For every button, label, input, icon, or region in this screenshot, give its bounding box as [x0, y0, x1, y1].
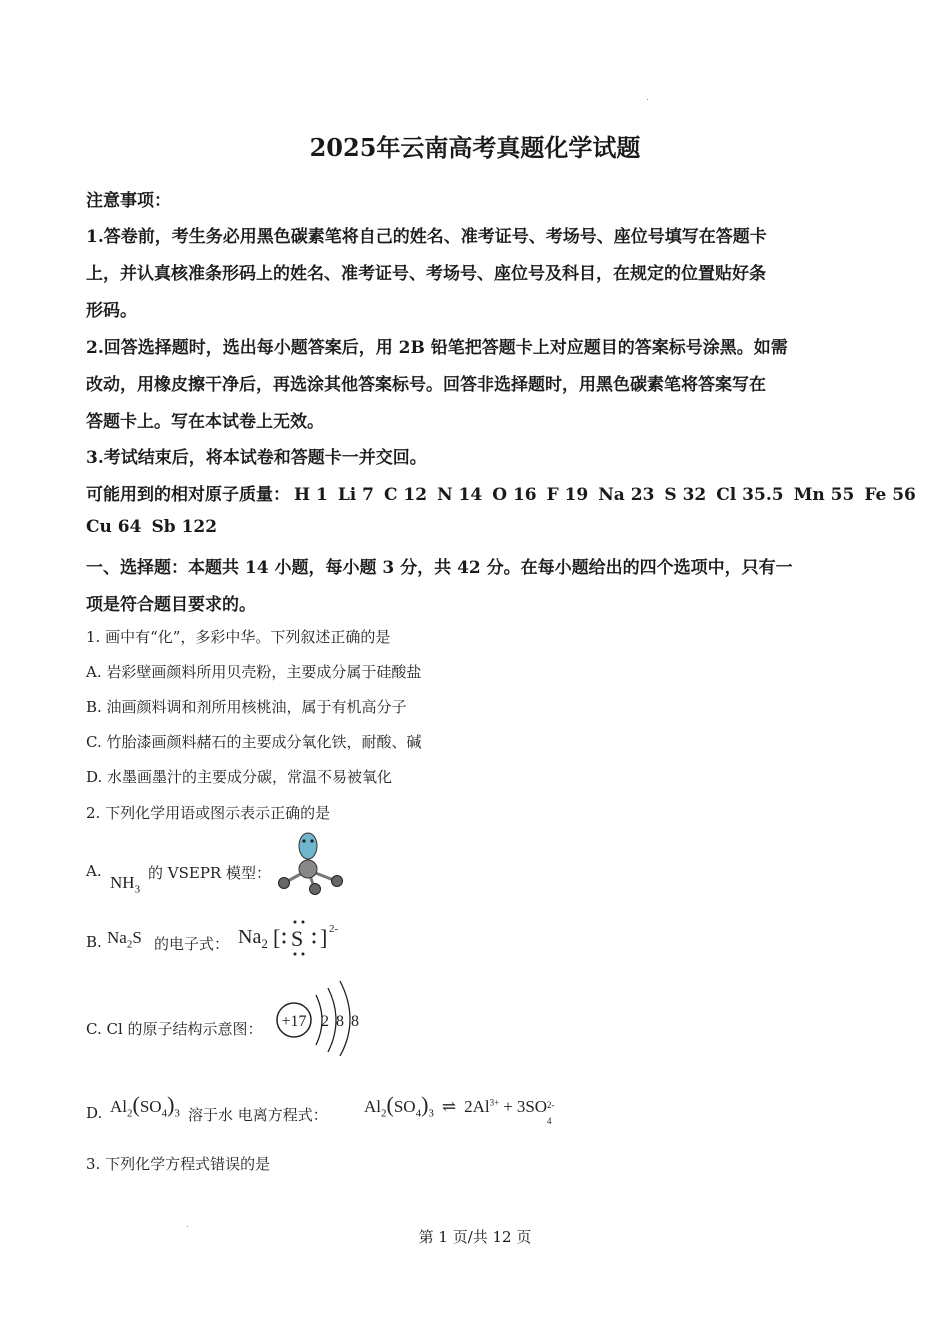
shell-electrons: 8	[336, 1013, 344, 1030]
question-2-option-c-text: C. Cl 的原子结构示意图：	[86, 1020, 263, 1038]
mass-item: Mn 55	[793, 485, 855, 505]
notice-item-2: 2.回答选择题时，选出每小题答案后，用 2B 铅笔把答题卡上对应题目的答案标号涂黑。如需	[86, 338, 788, 358]
mass-item: N 14	[437, 485, 483, 505]
question-2-option-a-text: 的 VSEPR 模型：	[148, 864, 271, 882]
atomic-masses-label: 可能用到的相对原子质量：	[86, 485, 290, 505]
page-number: 第 1 页/共 12 页	[418, 1228, 532, 1246]
page-title: 2025年云南高考真题化学试题	[309, 133, 641, 162]
mass-item: H 1	[294, 485, 328, 505]
question-1-option-a: A. 岩彩壁画颜料所用贝壳粉，主要成分属于硅酸盐	[86, 663, 422, 681]
notice-item-1: 1.答卷前，考生务必用黑色碳素笔将自己的姓名、准考证号、考场号、座位号填写在答题卡	[86, 227, 767, 247]
notice-item-2: 答题卡上。写在本试卷上无效。	[86, 412, 324, 432]
mass-item: Cu 64	[86, 517, 142, 537]
question-2-option-a-prefix: A.	[86, 862, 102, 880]
notice-item-2: 改动，用橡皮擦干净后，再选涂其他答案标号。回答非选择题时，用黑色碳素笔将答案写在	[86, 375, 766, 395]
shell-electrons: 8	[351, 1013, 359, 1030]
notice-item-3: 3.考试结束后，将本试卷和答题卡一并交回。	[86, 448, 427, 468]
atomic-structure-diagram	[272, 978, 367, 1056]
mass-item: F 19	[546, 485, 589, 505]
notice-heading: 注意事项：	[86, 191, 171, 211]
question-2-option-d-text: 溶于水 电离方程式：	[188, 1106, 328, 1124]
mass-item: Cl 35.5	[716, 485, 784, 505]
vsepr-model-image	[270, 832, 350, 897]
mass-item: S 32	[664, 485, 707, 505]
charge-label: 2-	[329, 923, 339, 935]
ionization-equation: $Al_2(SO_4)_3$ ⇌ $2Al^{3+} + 3SO$ 2- 4	[364, 1092, 555, 1126]
notice-item-1: 上，并认真核准条形码上的姓名、准考证号、考场号、座位号及科目，在规定的位置贴好条	[86, 264, 766, 284]
scan-dot	[647, 99, 648, 100]
electron-dot-bracket	[273, 918, 345, 958]
notice-item-1: 形码。	[86, 301, 137, 321]
nh3-formula: $NH_3$	[110, 873, 141, 896]
al2so43-formula: $Al_2(SO_4)_3$	[110, 1092, 180, 1120]
question-1-stem: 1. 画中有“化”，多彩中华。下列叙述正确的是	[86, 628, 391, 646]
equilibrium-arrow-icon: ⇌	[441, 1097, 457, 1116]
sulfur-symbol: S	[291, 926, 304, 951]
nucleus-charge: +17	[281, 1013, 307, 1030]
section-heading: 项是符合题目要求的。	[86, 595, 256, 615]
mass-item: Li 7	[337, 485, 374, 505]
mass-item: Na 23	[598, 485, 655, 505]
question-2-option-b-prefix: B.	[86, 933, 102, 951]
question-2-option-d-prefix: D.	[86, 1104, 103, 1122]
svg-text:[: [	[273, 925, 281, 950]
question-3-stem: 3. 下列化学方程式错误的是	[86, 1155, 271, 1173]
atomic-masses	[86, 480, 916, 505]
question-1-option-c: C. 竹胎漆画颜料赭石的主要成分氧化铁，耐酸、碱	[86, 733, 422, 751]
mass-item: C 12	[383, 485, 428, 505]
na2s-formula: $Na_2S$	[107, 928, 142, 951]
shell-electrons: 2	[321, 1013, 329, 1030]
mass-item: Sb 122	[151, 517, 218, 537]
question-1-option-b: B. 油画颜料调和剂所用核桃油，属于有机高分子	[86, 698, 407, 716]
mass-item: O 16	[492, 485, 537, 505]
svg-text:]: ]	[320, 925, 328, 950]
section-heading: 一、选择题：本题共 14 小题，每小题 3 分，共 42 分。在每小题给出的四个选项中，只有一	[86, 558, 793, 578]
mass-item: Fe 56	[864, 485, 916, 505]
question-1-option-d: D. 水墨画墨汁的主要成分碳，常温不易被氧化	[86, 768, 393, 786]
electron-formula: $Na_2$	[238, 926, 268, 951]
question-2-option-b-text: 的电子式：	[154, 935, 230, 953]
question-2-stem: 2. 下列化学用语或图示表示正确的是	[86, 804, 331, 822]
atomic-masses	[86, 517, 227, 537]
